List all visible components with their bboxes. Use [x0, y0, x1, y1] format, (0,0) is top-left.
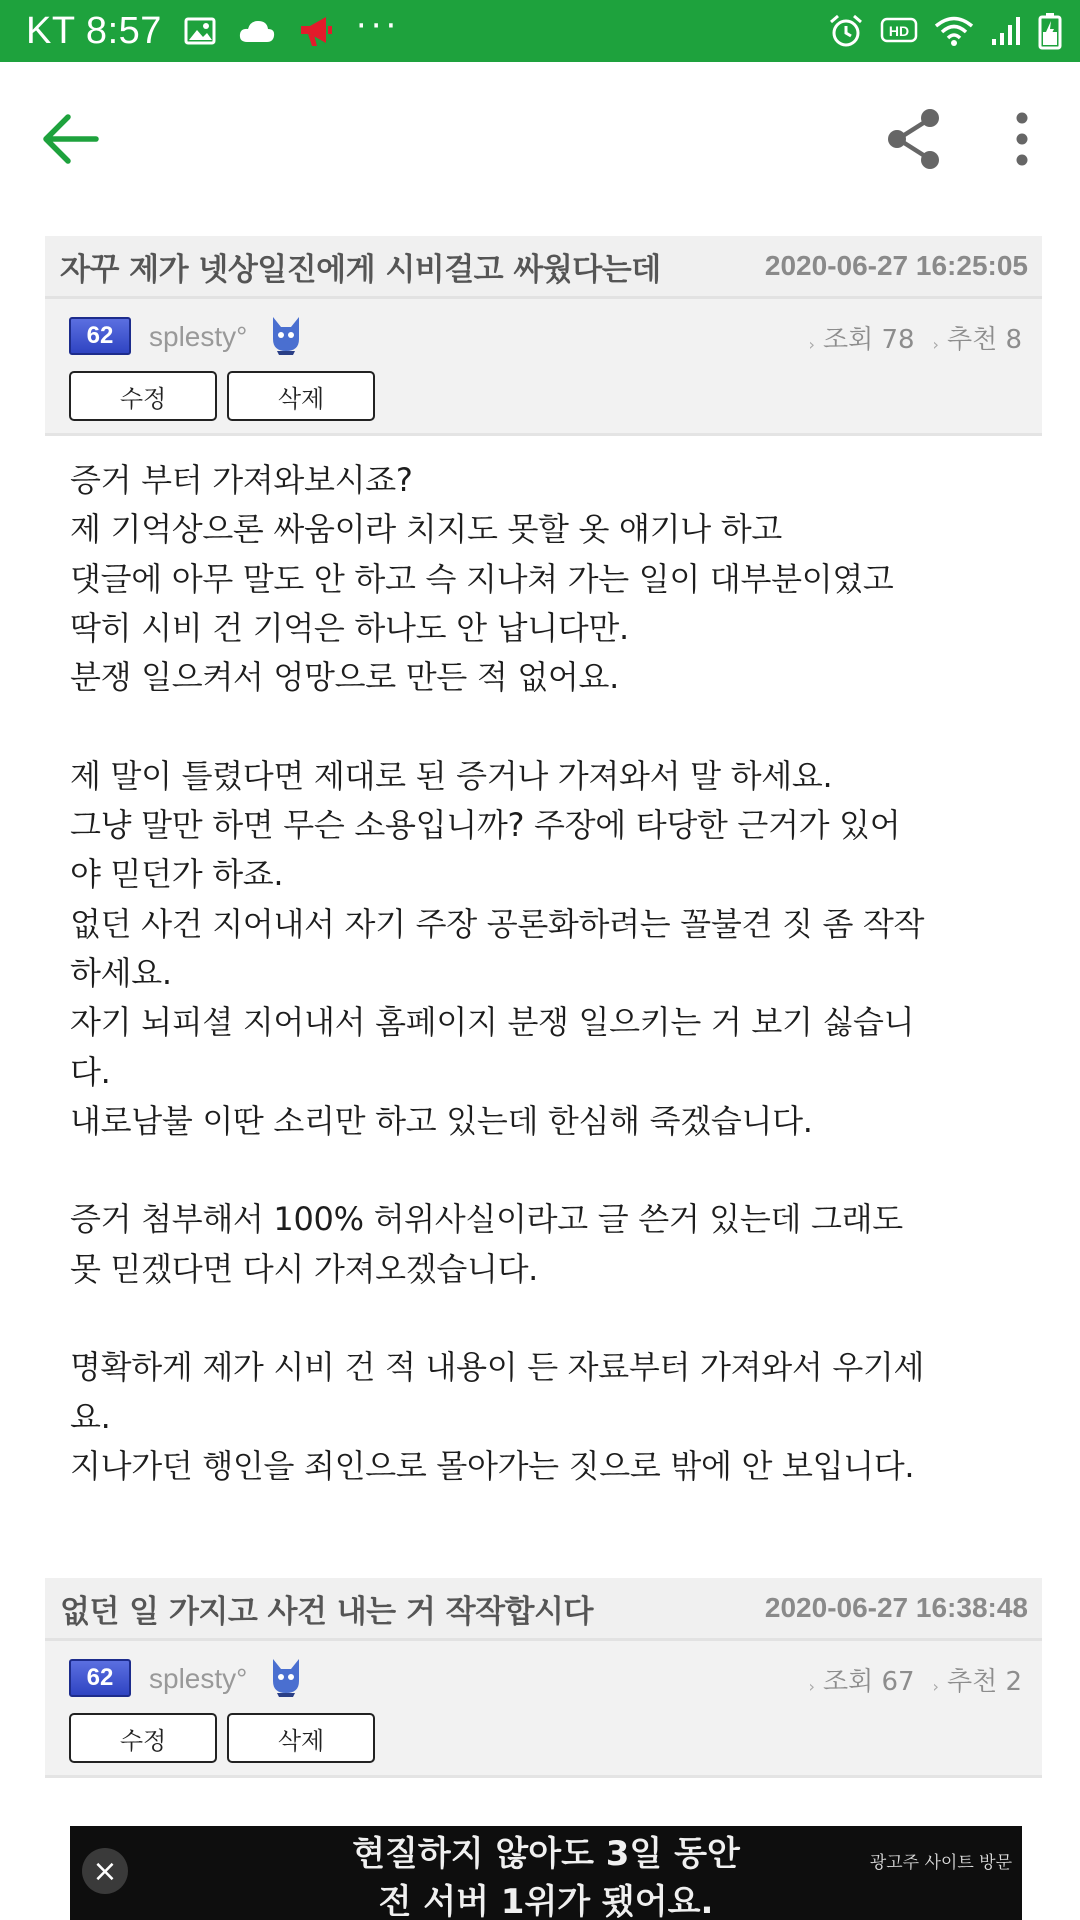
fox-avatar-icon: [269, 1655, 303, 1697]
bullet-arrow-icon: ›: [932, 1677, 939, 1696]
post-title[interactable]: 자꾸 제가 넷상일진에게 시비걸고 싸웠다는데: [60, 251, 661, 288]
post-meta: [45, 1641, 1042, 1778]
ad-visit-link[interactable]: 광고주 사이트 방문: [869, 1853, 1012, 1873]
body-line: 그냥 말만 하면 무슨 소용입니까? 주장에 타당한 근거가 있어: [70, 806, 901, 845]
wifi-icon: [934, 15, 974, 47]
body-line: 하세요.: [70, 953, 172, 992]
body-line: 없던 사건 지어내서 자기 주장 공론화하려는 꼴불견 짓 좀 작작: [70, 904, 925, 943]
status-time: KT 8:57: [26, 9, 162, 52]
body-line: 댓글에 아무 말도 안 하고 슥 지나쳐 가는 일이 대부분이였고: [70, 559, 894, 598]
body-line: 딱히 시비 건 기억은 하나도 안 납니다만.: [70, 608, 629, 647]
cloud-icon: [238, 18, 276, 44]
body-line: 증거 부터 가져와보시죠?: [70, 461, 413, 499]
body-line: 명확하게 제가 시비 건 적 내용이 든 자료부터 가져와서 우기세: [70, 1348, 925, 1387]
post-date: 2020-06-27 16:25:05: [764, 250, 1028, 281]
signal-icon: [990, 15, 1022, 47]
status-bar: [0, 0, 1080, 62]
body-line: 지나가던 행인을 죄인으로 몰아가는 짓으로 밖에 안 보입니다.: [70, 1446, 915, 1485]
body-line: 못 믿겠다면 다시 가져오겠습니다.: [70, 1249, 539, 1288]
delete-button[interactable]: 삭제: [227, 1713, 375, 1763]
delete-button[interactable]: 삭제: [227, 371, 375, 421]
alarm-icon: [828, 13, 864, 49]
more-vertical-icon: [1000, 104, 1044, 174]
svg-text:HD: HD: [888, 23, 910, 39]
post-meta: [45, 299, 1042, 436]
arrow-left-icon: [38, 104, 108, 174]
body-line: 제 기억상으론 싸움이라 치지도 못할 옷 얘기나 하고: [70, 510, 782, 549]
bullet-arrow-icon: ›: [808, 335, 815, 354]
bullet-arrow-icon: ›: [808, 1677, 815, 1696]
body-line: 자기 뇌피셜 지어내서 홈페이지 분쟁 일으키는 거 보기 싫습니: [70, 1003, 915, 1042]
hd-voice-icon: [880, 16, 918, 46]
blank-line: [70, 1146, 1030, 1195]
level-badge: 62: [69, 1659, 131, 1697]
image-icon: [184, 17, 216, 45]
ad-banner[interactable]: [70, 1826, 1022, 1920]
post-body: [70, 456, 1030, 1491]
battery-icon: [1038, 12, 1062, 50]
more-notifications-indicator: ···: [355, 6, 401, 46]
body-line: 요.: [70, 1397, 111, 1436]
blank-line: [70, 1294, 1030, 1343]
recommend-count: 추천 2: [946, 1667, 1022, 1697]
post-stats: [809, 319, 1022, 356]
level-badge: 62: [69, 317, 131, 355]
ad-headline: 현질하지 않아도 3일 동안: [352, 1834, 740, 1874]
post-header[interactable]: [45, 1578, 1042, 1641]
app-bar: [0, 62, 1080, 212]
blank-line: [70, 702, 1030, 751]
more-options-button[interactable]: [1000, 104, 1044, 174]
post-date: 2020-06-27 16:38:48: [764, 1592, 1028, 1623]
bullet-arrow-icon: ›: [932, 335, 939, 354]
post-header[interactable]: [45, 236, 1042, 299]
ad-subline: 전 서버 1위가 됐어요.: [378, 1882, 714, 1920]
body-line: 야 믿던가 하죠.: [70, 855, 284, 894]
back-button[interactable]: [38, 104, 108, 174]
author-name[interactable]: splesty°: [149, 1663, 248, 1694]
body-line: 분쟁 일으켜서 엉망으로 만든 적 없어요.: [70, 658, 620, 697]
avatar: [269, 313, 303, 355]
view-count: 조회 78: [822, 325, 915, 355]
edit-button[interactable]: 수정: [69, 1713, 217, 1763]
body-line: 제 말이 틀렸다면 제대로 된 증거나 가져와서 말 하세요.: [70, 756, 833, 795]
megaphone-icon: [298, 14, 334, 48]
avatar: [269, 1655, 303, 1697]
body-line: 내로남불 이딴 소리만 하고 있는데 한심해 죽겠습니다.: [70, 1101, 813, 1140]
recommend-count: 추천 8: [946, 325, 1022, 355]
body-line: 다.: [70, 1052, 111, 1091]
share-icon: [880, 104, 950, 174]
fox-avatar-icon: [269, 313, 303, 355]
post-title[interactable]: 없던 일 가지고 사건 내는 거 작작합시다: [60, 1593, 593, 1630]
post-stats: [809, 1661, 1022, 1698]
share-button[interactable]: [880, 104, 950, 174]
close-icon[interactable]: ×: [82, 1848, 128, 1894]
view-count: 조회 67: [822, 1667, 915, 1697]
edit-button[interactable]: 수정: [69, 371, 217, 421]
body-line: 증거 첨부해서 100% 허위사실이라고 글 쓴거 있는데 그래도: [70, 1200, 903, 1239]
author-name[interactable]: splesty°: [149, 321, 248, 352]
